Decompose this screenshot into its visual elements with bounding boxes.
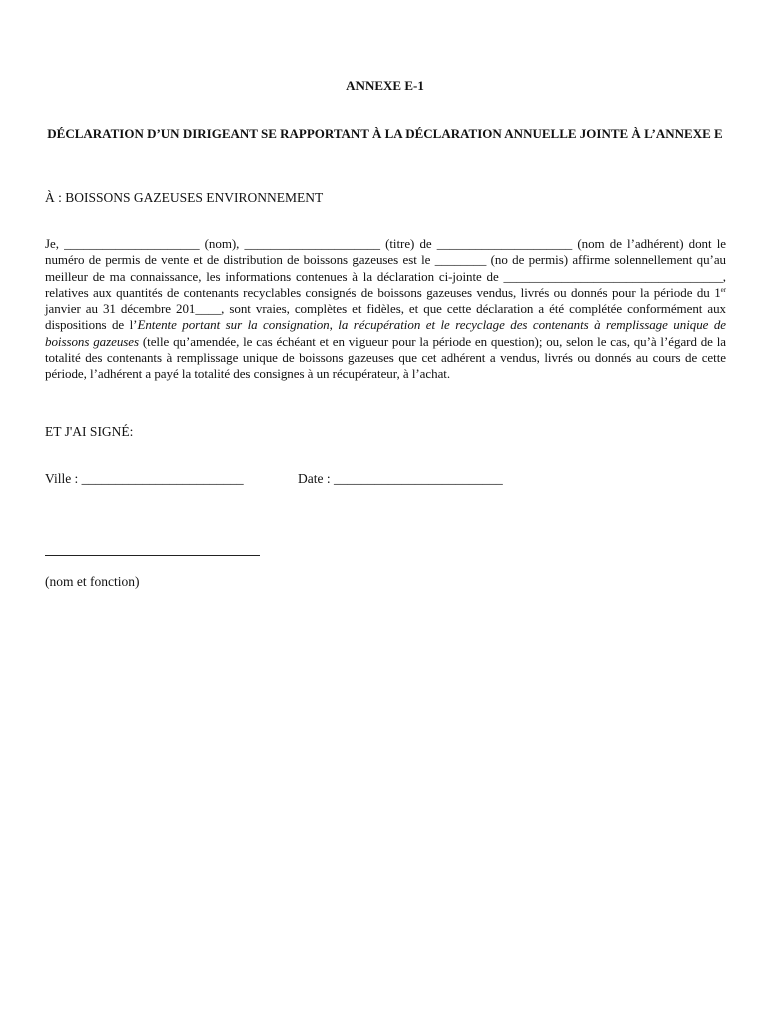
body-text-part-1: Je, _____________________ (nom), _____________________ (titre) de _____________________ (nom de l’adhérent) dont le numéro de permis de vente et de distribution de boissons gazeuses est le ________ (no de permis) affirme solennellement qu’au meilleur de ma connaissance, les informations contenues à la déclaration ci-jointe de __________________________________, relatives aux quantités de contenants recyclables consignés de boissons gazeuses vendus, livrés ou donnés pour la période du 1 xyxy=(45,236,726,300)
recipient-line: À : BOISSONS GAZEUSES ENVIRONNEMENT xyxy=(45,190,324,205)
signature-line xyxy=(45,555,260,556)
declaration-body xyxy=(45,236,726,383)
ville-field: Ville : ________________________ xyxy=(45,471,244,486)
date-field: Date : _________________________ xyxy=(298,471,503,486)
name-function-label: (nom et fonction) xyxy=(45,574,140,589)
annex-title: ANNEXE E-1 xyxy=(346,78,424,93)
body-text-part-2: janvier au 31 décembre 201____, sont vraies, complètes et fidèles, et que cette déclaration a été complétée conformément aux dispositions de l’ xyxy=(45,301,726,333)
agreement-title-italic: Entente portant sur la consignation, la récupération et le recyclage des contenants à remplissage unique de boissons gazeuses xyxy=(45,317,727,349)
superscript-er: er xyxy=(720,285,726,294)
body-text-part-3: (telle qu’amendée, le cas échéant et en vigueur pour la période en question); ou, selon le cas, qu’à l’égard de la totalité des contenants à remplissage unique de boissons gazeuses que cet adhérent a vendus, livrés ou donnés au cours de cette période, l’adhérent a payé la totalité des consignes à un récupérateur, à l’achat. xyxy=(45,333,726,382)
declaration-title: DÉCLARATION D’UN DIRIGEANT SE RAPPORTANT À LA DÉCLARATION ANNUELLE JOINTE À L’ANNEXE E xyxy=(47,126,723,141)
signed-statement: ET J'AI SIGNÉ: xyxy=(45,424,134,439)
